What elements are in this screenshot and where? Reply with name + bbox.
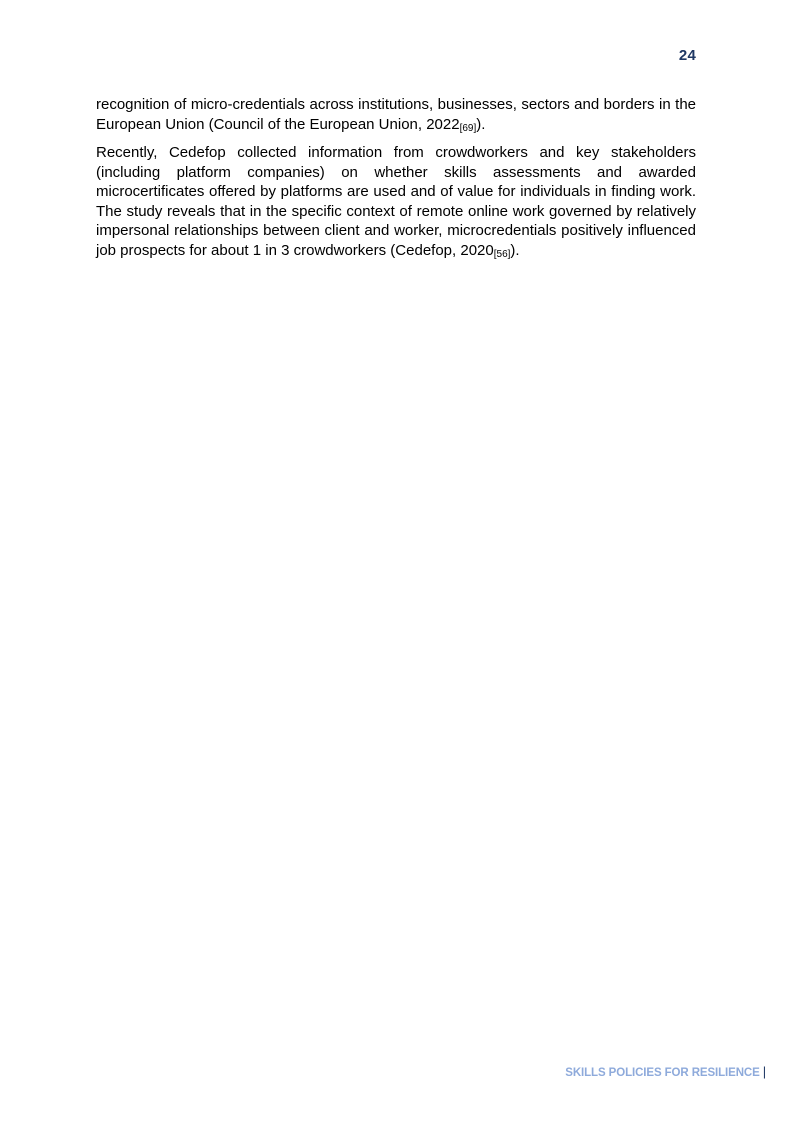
citation-reference: [69] bbox=[459, 122, 477, 134]
paragraph-text: ). bbox=[510, 241, 520, 259]
paragraph-text: recognition of micro-credentials across institutions, businesses, sectors and borders in the European Union (Council of the European Union, 2022 bbox=[96, 96, 696, 133]
footer-report-title: SKILLS POLICIES FOR RESILIENCE bbox=[565, 1067, 760, 1079]
paragraph bbox=[96, 143, 696, 260]
page-footer bbox=[565, 1064, 766, 1079]
page-number: 24 bbox=[678, 47, 696, 64]
paragraph-text: Recently, Cedefop collected information from crowdworkers and key stakeholders (including platform companies) on whether skills assessments and awarded microcertificates offered by platforms are used and of value for individuals in finding work. The study reveals that in the specific context of remote online work governed by relatively impersonal relationships between client and worker, microcredentials positively influenced job prospects for about 1 in 3 crowdworkers (Cedefop, 2020 bbox=[96, 144, 696, 259]
body-text bbox=[96, 95, 696, 269]
paragraph-text: ). bbox=[476, 115, 486, 133]
citation-reference: [56] bbox=[493, 248, 511, 260]
footer-separator: | bbox=[762, 1064, 766, 1079]
paragraph bbox=[96, 95, 696, 134]
